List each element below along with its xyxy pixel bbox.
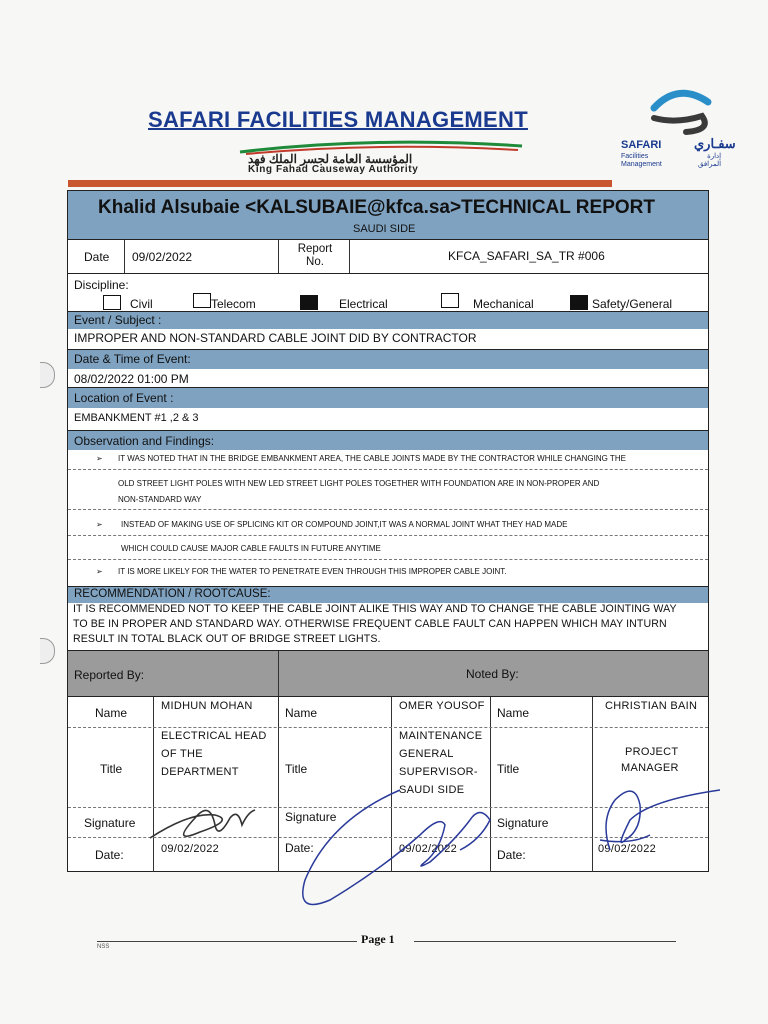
footer-code: NSS [97, 944, 110, 950]
person-2-title-line-3: SUPERVISOR- [399, 766, 478, 778]
checkbox-civil[interactable] [103, 295, 121, 310]
title-label-1: Title [100, 762, 123, 776]
person-3-title-line-1: PROJECT [625, 746, 679, 758]
event-datetime-header [68, 349, 708, 369]
checkbox-electrical-label: Electrical [339, 297, 388, 311]
observation-line-3: NON-STANDARD WAY [118, 495, 202, 504]
person-1-title-line-3: DEPARTMENT [161, 766, 239, 778]
event-location-value-row [68, 407, 708, 428]
report-title-row [68, 191, 708, 239]
signature-label-2: Signature [285, 810, 337, 824]
person-2-title-line-1: MAINTENANCE [399, 730, 483, 742]
date-label-3: Date: [497, 848, 526, 862]
event-datetime-label: Date & Time of Event: [74, 352, 191, 366]
person-2-title-line-2: GENERAL [399, 748, 454, 760]
event-subject-header [68, 311, 708, 329]
logo-name-arabic: سفـاري [694, 136, 736, 151]
person-1-title-line-1: ELECTRICAL HEAD [161, 730, 267, 742]
report-no-value: KFCA_SAFARI_SA_TR #006 [448, 249, 605, 263]
report-title: Khalid Alsubaie <KALSUBAIE@kfca.sa>TECHNICAL REPORT [98, 197, 655, 218]
person-2-date: 09/02/2022 [399, 843, 458, 855]
checkbox-telecom[interactable] [193, 293, 211, 308]
checkbox-mechanical-label: Mechanical [473, 297, 534, 311]
checkbox-electrical[interactable] [300, 295, 318, 310]
event-datetime-value-row [68, 368, 708, 387]
person-1-title-line-2: OF THE [161, 748, 203, 760]
reported-by-label: Reported By: [74, 668, 145, 682]
observation-bullet-2: ➢ [96, 520, 103, 529]
observation-header [68, 430, 708, 450]
recommendation-header [68, 586, 708, 603]
event-subject-value: IMPROPER AND NON-STANDARD CABLE JOINT DID BY CONTRACTOR [74, 331, 477, 345]
observation-body [68, 449, 708, 586]
authority-name-english: King Fahad Causeway Authority [248, 164, 419, 175]
person-2-title-line-4: SAUDI SIDE [399, 784, 465, 796]
date-value: 09/02/2022 [132, 250, 193, 264]
signature-label-1: Signature [84, 816, 136, 830]
discipline-label: Discipline: [74, 278, 129, 292]
date-label-1: Date: [95, 848, 124, 862]
observation-label: Observation and Findings: [74, 434, 215, 448]
punch-hole-bottom [40, 638, 55, 664]
person-1-name: MIDHUN MOHAN [161, 700, 253, 712]
authority-name-arabic: المؤسسة العامة لجسر الملك فهد [248, 152, 413, 166]
header-divider-bar [68, 180, 612, 187]
report-no-label: Report No. [297, 243, 333, 268]
signoff-header-row [68, 650, 708, 697]
discipline-row [68, 273, 708, 312]
event-datetime-value: 08/02/2022 01:00 PM [74, 372, 189, 386]
logo-name: SAFARI [621, 139, 662, 151]
event-subject-label: Event / Subject : [74, 313, 162, 327]
checkbox-civil-label: Civil [130, 297, 153, 311]
recommendation-line-2: TO BE IN PROPER AND STANDARD WAY. OTHERWISE FREQUENT CABLE FAULT CAN HAPPEN WHICH MAY INTURN [73, 618, 667, 630]
noted-by-label: Noted By: [466, 667, 519, 681]
observation-line-6: IT IS MORE LIKELY FOR THE WATER TO PENETRATE EVEN THROUGH THIS IMPROPER CABLE JOINT. [118, 567, 507, 576]
observation-line-4: INSTEAD OF MAKING USE OF SPLICING KIT OR COMPOUND JOINT,IT WAS A NORMAL JOINT WHAT THEY HAD MADE [121, 520, 568, 529]
observation-line-1: IT WAS NOTED THAT IN THE BRIDGE EMBANKMENT AREA, THE CABLE JOINTS MADE BY THE CONTRACTOR WHILE CHANGING THE [118, 454, 626, 463]
logo-subtitle-english: Facilities Management [621, 153, 662, 168]
observation-line-5: WHICH COULD CAUSE MAJOR CABLE FAULTS IN FUTURE ANYTIME [121, 544, 381, 553]
date-label-2: Date: [285, 841, 314, 855]
checkbox-safety-general[interactable] [570, 295, 588, 310]
punch-hole-top [40, 362, 55, 388]
recommendation-line-1: IT IS RECOMMENDED NOT TO KEEP THE CABLE JOINT ALIKE THIS WAY AND TO CHANGE THE CABLE JOINTING WAY [73, 603, 677, 615]
name-label-3: Name [497, 706, 530, 720]
name-label-2: Name [285, 706, 318, 720]
checkbox-mechanical[interactable] [441, 293, 459, 308]
date-label: Date [84, 250, 110, 264]
checkbox-telecom-label: Telecom [211, 297, 256, 311]
logo-subtitle-arabic: إدارة المرافق [698, 153, 722, 168]
recommendation-label: RECOMMENDATION / ROOTCAUSE: [74, 588, 271, 600]
observation-line-2: OLD STREET LIGHT POLES WITH NEW LED STREET LIGHT POLES TOGETHER WITH FOUNDATION ARE IN NON-PROPER AND [118, 479, 600, 488]
footer-rule-left [97, 941, 357, 942]
name-label-1: Name [95, 706, 128, 720]
recommendation-line-3: RESULT IN TOTAL BLACK OUT OF BRIDGE STREET LIGHTS. [73, 633, 381, 645]
signature-label-3: Signature [497, 816, 549, 830]
page-number: Page 1 [361, 932, 395, 946]
observation-bullet-3: ➢ [96, 567, 103, 576]
technical-report-form [67, 190, 709, 872]
person-2-name: OMER YOUSOF [399, 700, 485, 712]
observation-bullet-1: ➢ [96, 454, 103, 463]
person-3-title-line-2: MANAGER [621, 762, 679, 774]
company-title: SAFARI FACILITIES MANAGEMENT [148, 107, 528, 132]
title-label-2: Title [285, 762, 308, 776]
person-3-date: 09/02/2022 [598, 843, 657, 855]
event-subject-value-row [68, 328, 708, 348]
checkbox-safety-general-label: Safety/General [592, 297, 673, 311]
person-3-name: CHRISTIAN BAIN [605, 700, 698, 712]
signoff-grid [68, 696, 708, 872]
footer-rule-right [414, 941, 676, 942]
recommendation-body [68, 602, 708, 650]
report-meta-row [68, 239, 708, 274]
title-label-3: Title [497, 762, 520, 776]
event-location-header [68, 387, 708, 408]
person-1-date: 09/02/2022 [161, 843, 220, 855]
report-subtitle: SAUDI SIDE [353, 223, 416, 235]
event-location-value: EMBANKMENT #1 ,2 & 3 [74, 412, 199, 424]
event-location-label: Location of Event : [74, 391, 174, 405]
